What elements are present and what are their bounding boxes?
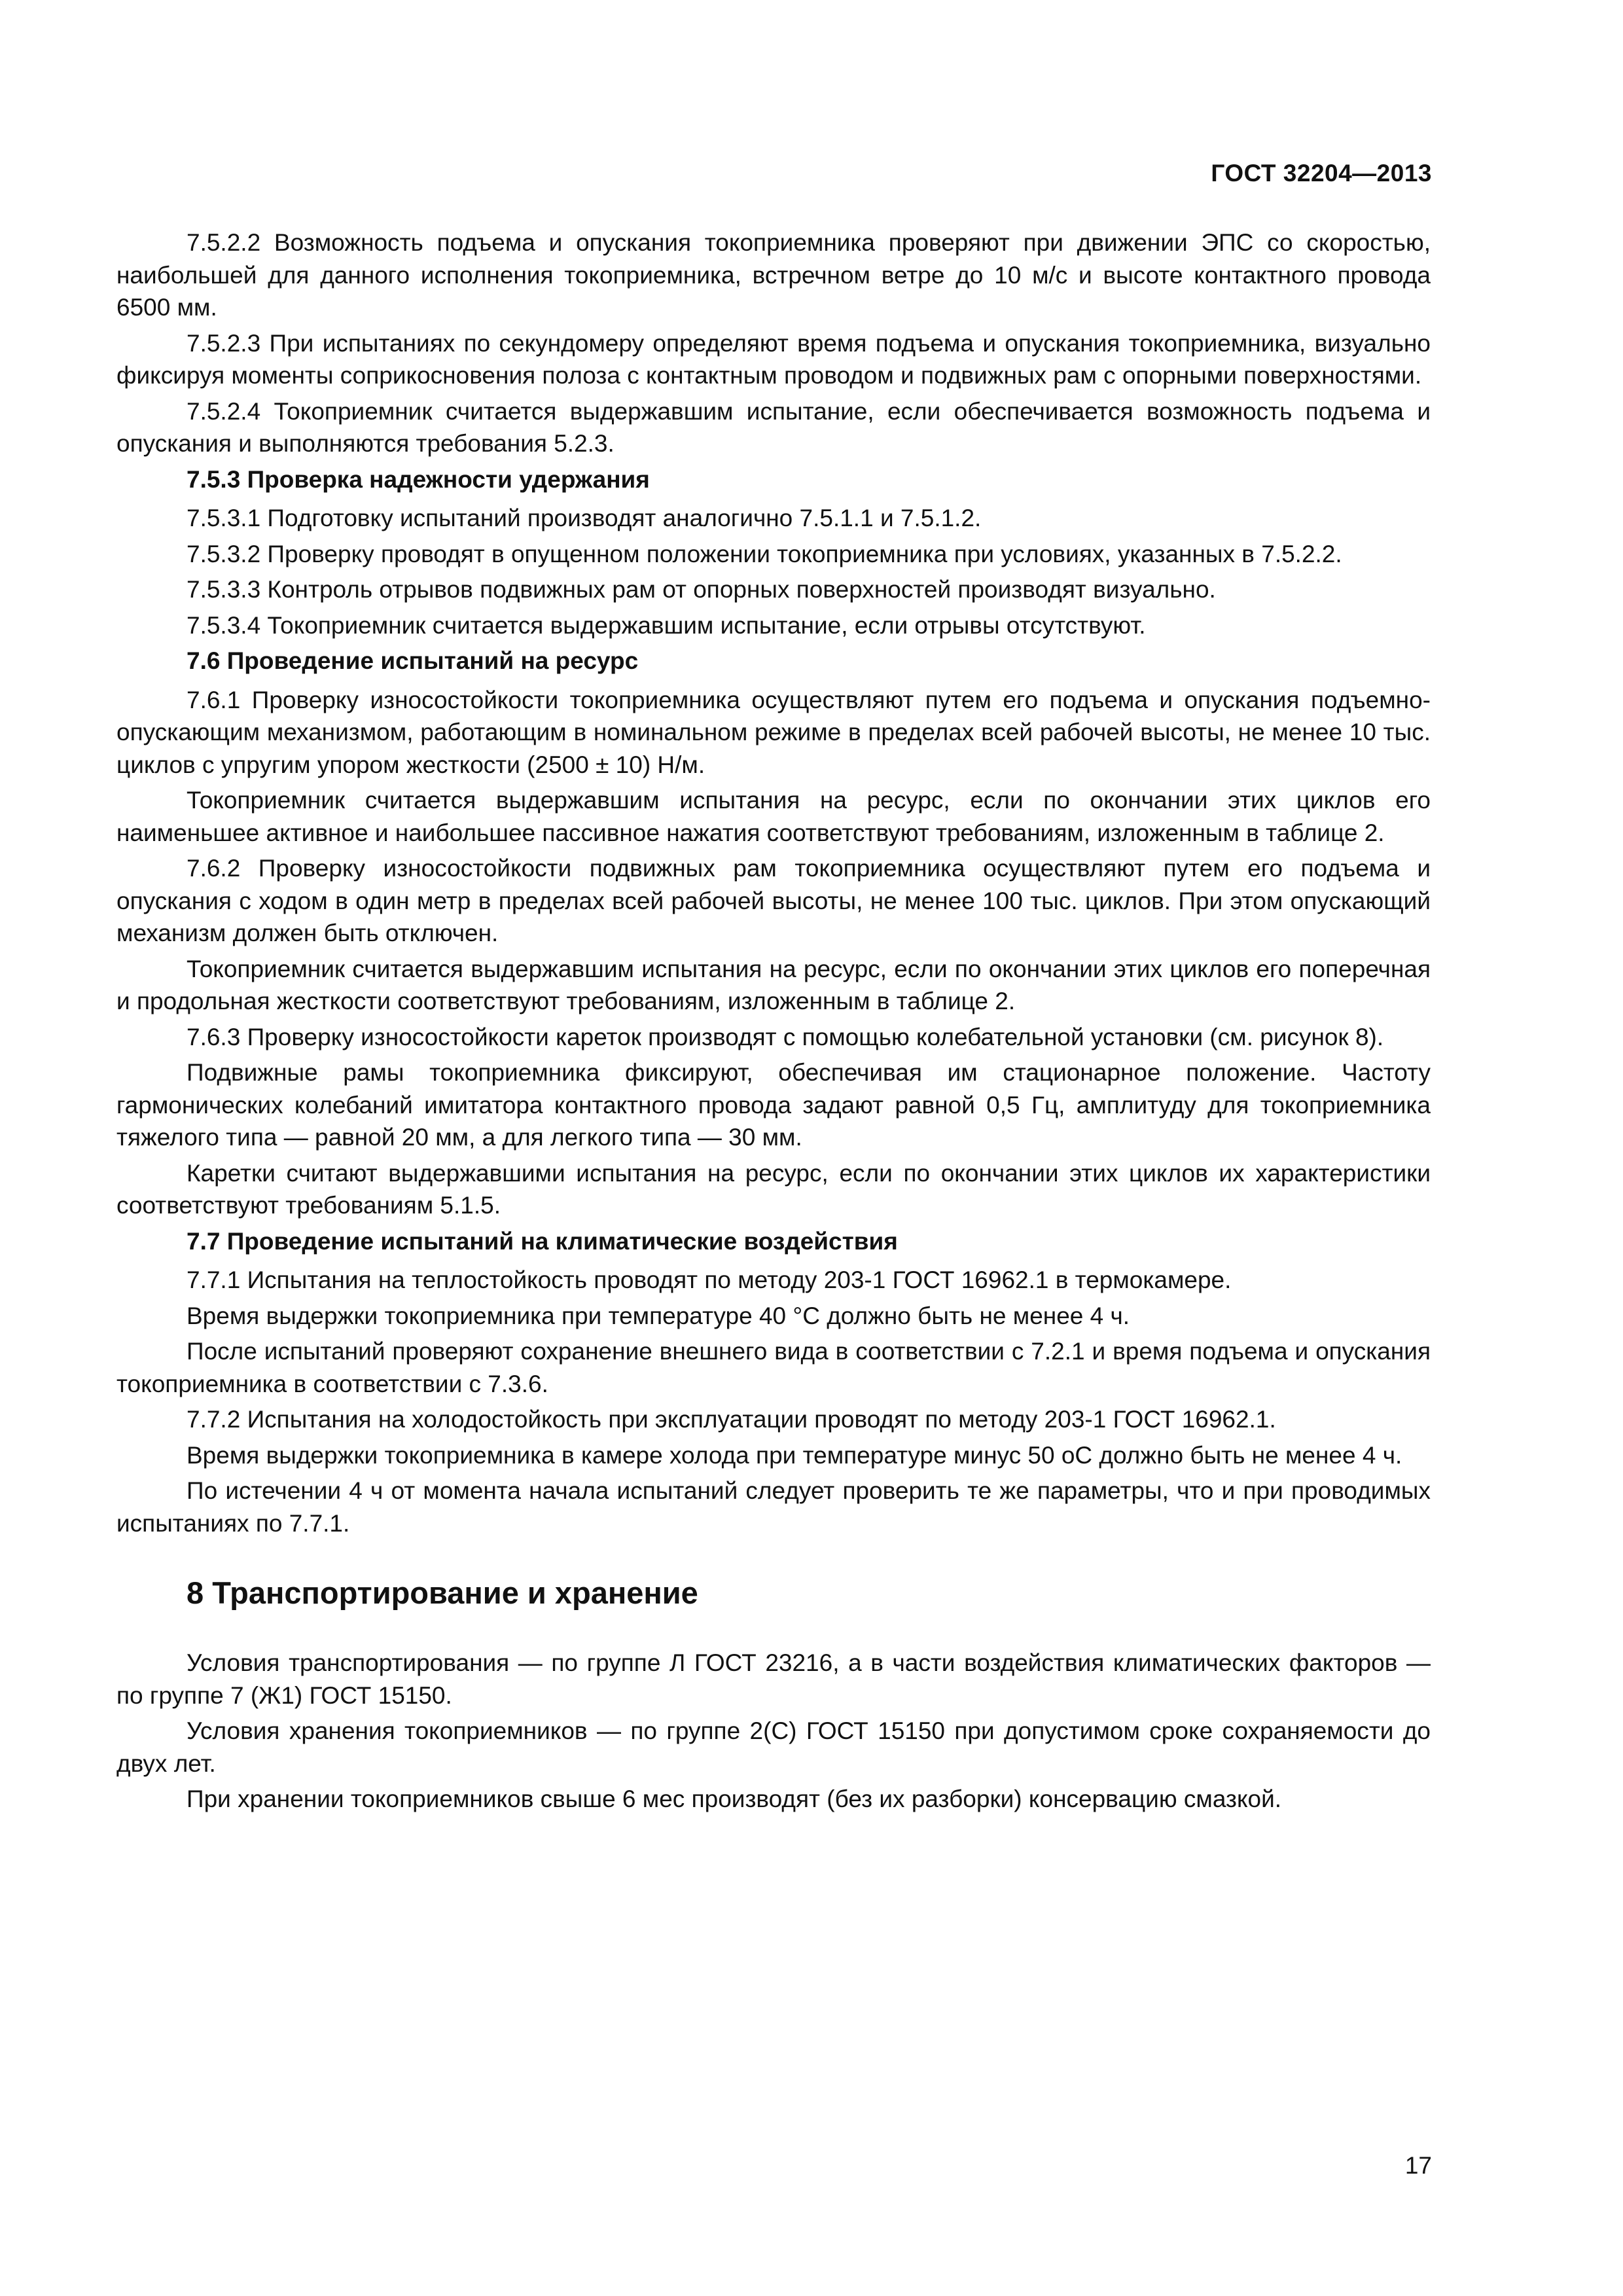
paragraph-7-7-2: 7.7.2 Испытания на холодостойкость при эксплуатации проводят по методу 203-1 ГОСТ 16962.1. (187, 1406, 1276, 1433)
paragraph-7-7-1: 7.7.1 Испытания на теплостойкость проводят по методу 203-1 ГОСТ 16962.1 в термокамере. (187, 1266, 1232, 1293)
paragraph-7-6-3: 7.6.3 Проверку износостойкости кареток производят с помощью колебательной установки (см. рисунок 8). (187, 1023, 1384, 1050)
paragraph-7-6-2-result: Токоприемник считается выдержавшим испытания на ресурс, если по окончании этих циклов его поперечная и продольная жесткости соответствуют требованиям, изложенным в таблице 2. (116, 955, 1431, 1014)
section-heading-8: 8 Транспортирование и хранение (187, 1575, 698, 1610)
paragraph-7-5-3-3: 7.5.3.3 Контроль отрывов подвижных рам от опорных поверхностей производят визуально. (187, 576, 1216, 603)
paragraph-7-6-1: 7.6.1 Проверку износостойкости токоприемника осуществляют путем его подъема и опускания подъемно-опускающим механизмом, работающим в номинальном режиме в пределах всей рабочей высоты, не менее 10 тыс. циклов с упругим упором жесткости (2500 ± 10) Н/м. (116, 686, 1431, 778)
paragraph-7-5-2-2: 7.5.2.2 Возможность подъема и опускания токоприемника проверяют при движении ЭПС со скоростью, наибольшей для данного исполнения токоприемника, встречном ветре до 10 м/с и высоте контактного провода 6500 мм. (116, 229, 1431, 321)
page-body (116, 226, 1431, 1819)
document-code: ГОСТ 32204—2013 (1211, 160, 1432, 187)
paragraph-7-5-3-1: 7.5.3.1 Подготовку испытаний производят аналогично 7.5.1.1 и 7.5.1.2. (187, 505, 982, 531)
paragraph-8-transport: Условия транспортирования — по группе Л ГОСТ 23216, а в части воздействия климатических факторов — по группе 7 (Ж1) ГОСТ 15150. (116, 1649, 1431, 1709)
paragraph-8-preservation: При хранении токоприемников свыше 6 мес производят (без их разборки) консервацию смазкой. (187, 1785, 1282, 1812)
paragraph-7-6-1-result: Токоприемник считается выдержавшим испытания на ресурс, если по окончании этих циклов его наименьшее активное и наибольшее пассивное нажатия соответствуют требованиям, изложенным в таблице 2. (116, 787, 1431, 846)
paragraph-7-5-3-2: 7.5.3.2 Проверку проводят в опущенном положении токоприемника при условиях, указанных в 7.5.2.2. (187, 540, 1342, 567)
paragraph-8-storage: Условия хранения токоприемников — по группе 2(С) ГОСТ 15150 при допустимом сроке сохраняемости до двух лет. (116, 1717, 1431, 1777)
paragraph-7-6-3-result: Каретки считают выдержавшими испытания на ресурс, если по окончании этих циклов их характеристики соответствуют требованиям 5.1.5. (116, 1159, 1431, 1219)
page-number: 17 (1404, 2152, 1432, 2179)
subsection-heading-7-7: 7.7 Проведение испытаний на климатические воздействия (187, 1227, 898, 1255)
paragraph-7-7-2-check: По истечении 4 ч от момента начала испытаний следует проверить те же параметры, что и при проводимых испытаниях по 7.7.1. (116, 1477, 1431, 1537)
subsection-heading-7-5-3: 7.5.3 Проверка надежности удержания (187, 465, 650, 493)
paragraph-7-7-2-time: Время выдержки токоприемника в камере холода при температуре минус 50 оС должно быть не менее 4 ч. (187, 1441, 1402, 1469)
paragraph-7-6-2: 7.6.2 Проверку износостойкости подвижных рам токоприемника осуществляют путем его подъема и опускания с ходом в один метр в пределах всей рабочей высоты, не менее 100 тыс. циклов. При этом опускающий механизм должен быть отключен. (116, 855, 1431, 946)
paragraph-7-5-3-4: 7.5.3.4 Токоприемник считается выдержавшим испытание, если отрывы отсутствуют. (187, 611, 1146, 639)
paragraph-7-7-1-check: После испытаний проверяют сохранение внешнего вида в соответствии с 7.2.1 и время подъема и опускания токоприемника в соответствии с 7.3.6. (116, 1338, 1431, 1397)
paragraph-7-7-1-time: Время выдержки токоприемника при температуре 40 °С должно быть не менее 4 ч. (187, 1302, 1130, 1329)
paragraph-7-6-3-method: Подвижные рамы токоприемника фиксируют, обеспечивая им стационарное положение. Частоту гармонических колебаний имитатора контактного провода задают равной 0,5 Гц, амплитуду для токоприемника тяжелого типа — равной 20 мм, а для легкого типа — 30 мм. (116, 1059, 1431, 1151)
subsection-heading-7-6: 7.6 Проведение испытаний на ресурс (187, 647, 639, 674)
paragraph-7-5-2-4: 7.5.2.4 Токоприемник считается выдержавшим испытание, если обеспечивается возможность подъема и опускания и выполняются требования 5.2.3. (116, 397, 1431, 457)
paragraph-7-5-2-3: 7.5.2.3 При испытаниях по секундомеру определяют время подъема и опускания токоприемника, визуально фиксируя моменты соприкосновения полоза с контактным проводом и подвижных рам с опорными поверхностями. (116, 329, 1431, 389)
